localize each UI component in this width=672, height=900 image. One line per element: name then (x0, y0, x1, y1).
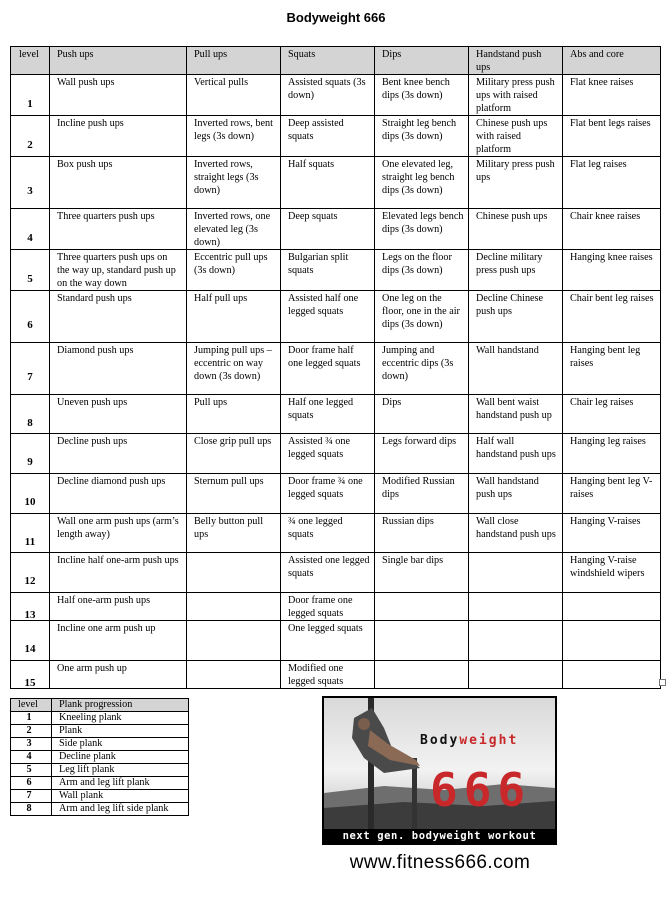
dips-cell: One leg on the floor, one in the air dips (3s down) (375, 291, 469, 343)
handstand-push-ups-cell: Chinese push ups with raised platform (469, 116, 563, 157)
pull-ups-cell: Sternum pull ups (187, 474, 281, 514)
push-ups-cell: Diamond push ups (50, 343, 187, 395)
level-number: 12 (24, 575, 36, 587)
level-cell (11, 474, 50, 514)
plank-row (11, 790, 189, 803)
pull-ups-cell: Inverted rows, bent legs (3s down) (187, 116, 281, 157)
table-header-row (11, 47, 661, 75)
pull-ups-cell (187, 593, 281, 621)
plank-level-cell: 8 (11, 803, 52, 816)
table-row (11, 209, 661, 250)
level-cell (11, 250, 50, 291)
pull-ups-cell (187, 621, 281, 661)
plank-row (11, 725, 189, 738)
plank-level-cell: 1 (11, 712, 52, 725)
squats-cell: Bulgarian split squats (281, 250, 375, 291)
squats-cell: Assisted ¾ one legged squats (281, 434, 375, 474)
dips-cell: Straight leg bench dips (3s down) (375, 116, 469, 157)
squats-cell: One legged squats (281, 621, 375, 661)
handstand-push-ups-cell: Military press push ups with raised platform (469, 75, 563, 116)
plank-name-cell: Arm and leg lift plank (52, 777, 189, 790)
dips-cell: Modified Russian dips (375, 474, 469, 514)
push-ups-cell: Wall push ups (50, 75, 187, 116)
level-number: 13 (24, 609, 36, 621)
abs-and-core-cell: Chair bent leg raises (563, 291, 661, 343)
table-row (11, 291, 661, 343)
plank-row (11, 764, 189, 777)
dips-cell: Elevated legs bench dips (3s down) (375, 209, 469, 250)
squats-cell: Half one legged squats (281, 395, 375, 434)
table-row (11, 75, 661, 116)
pull-ups-cell: Belly button pull ups (187, 514, 281, 553)
push-ups-cell: Incline push ups (50, 116, 187, 157)
level-number: 5 (27, 272, 33, 285)
dips-cell: Jumping and eccentric dips (3s down) (375, 343, 469, 395)
table-row (11, 395, 661, 434)
table-row (11, 593, 661, 621)
logo-tagline: next gen. bodyweight workout (342, 830, 537, 842)
abs-and-core-cell: Hanging V-raise windshield wipers (563, 553, 661, 593)
abs-and-core-cell: Flat leg raises (563, 157, 661, 209)
pull-ups-cell (187, 661, 281, 689)
level-cell (11, 593, 50, 621)
level-cell (11, 343, 50, 395)
pull-ups-cell: Inverted rows, one elevated leg (3s down) (187, 209, 281, 250)
squats-cell: Assisted one legged squats (281, 553, 375, 593)
handstand-push-ups-cell: Wall handstand (469, 343, 563, 395)
pull-ups-cell: Close grip pull ups (187, 434, 281, 474)
squats-cell: Deep squats (281, 209, 375, 250)
handstand-push-ups-cell: Half wall handstand push ups (469, 434, 563, 474)
push-ups-cell: Three quarters push ups on the way up, standard push up on the way down (50, 250, 187, 291)
table-row (11, 434, 661, 474)
push-ups-cell: Uneven push ups (50, 395, 187, 434)
handstand-push-ups-cell: Military press push ups (469, 157, 563, 209)
handstand-push-ups-cell (469, 553, 563, 593)
level-number: 11 (24, 535, 36, 548)
squats-cell: Modified one legged squats (281, 661, 375, 689)
pull-ups-cell: Jumping pull ups – eccentric on way down (3s down) (187, 343, 281, 395)
page-title: Bodyweight 666 (286, 10, 386, 25)
abs-and-core-cell (563, 593, 661, 621)
level-number: 15 (24, 677, 36, 689)
plank-row (11, 777, 189, 790)
pull-ups-cell (187, 553, 281, 593)
table-row (11, 474, 661, 514)
logo-wordmark: Bodyweight (420, 733, 519, 748)
squats-cell: Deep assisted squats (281, 116, 375, 157)
table-row (11, 116, 661, 157)
handstand-push-ups-cell: Wall bent waist handstand push up (469, 395, 563, 434)
push-ups-cell: Three quarters push ups (50, 209, 187, 250)
abs-and-core-cell: Hanging bent leg V-raises (563, 474, 661, 514)
dips-cell: Dips (375, 395, 469, 434)
header-squats: Squats (281, 47, 375, 75)
abs-and-core-cell: Hanging leg raises (563, 434, 661, 474)
push-ups-cell: Incline one arm push up (50, 621, 187, 661)
pull-ups-cell: Pull ups (187, 395, 281, 434)
level-number: 8 (27, 416, 33, 429)
bodyweight-666-logo (322, 696, 557, 845)
plank-name-cell: Decline plank (52, 751, 189, 764)
dips-cell: Legs on the floor dips (3s down) (375, 250, 469, 291)
dips-cell (375, 661, 469, 689)
handstand-push-ups-cell (469, 661, 563, 689)
header-push-ups: Push ups (50, 47, 187, 75)
handstand-push-ups-cell: Wall handstand push ups (469, 474, 563, 514)
plank-progression-table (10, 698, 189, 816)
level-cell (11, 621, 50, 661)
level-number: 7 (27, 371, 33, 383)
dips-cell: One elevated leg, straight leg bench dips (3s down) (375, 157, 469, 209)
abs-and-core-cell (563, 661, 661, 689)
level-number: 4 (27, 231, 33, 244)
plank-name-cell: Wall plank (52, 790, 189, 803)
pull-ups-cell: Vertical pulls (187, 75, 281, 116)
header-pull-ups: Pull ups (187, 47, 281, 75)
header-abs-and-core: Abs and core (563, 47, 661, 75)
level-cell (11, 661, 50, 689)
table-row (11, 621, 661, 661)
push-ups-cell: Decline push ups (50, 434, 187, 474)
handstand-push-ups-cell: Decline Chinese push ups (469, 291, 563, 343)
header-dips: Dips (375, 47, 469, 75)
website-url[interactable]: www.fitness666.com (349, 852, 531, 873)
push-ups-cell: Wall one arm push ups (arm’s length away) (50, 514, 187, 553)
level-number: 14 (24, 643, 36, 655)
squats-cell: Half squats (281, 157, 375, 209)
push-ups-cell: Incline half one-arm push ups (50, 553, 187, 593)
plank-name-cell: Side plank (52, 738, 189, 751)
plank-level-cell: 6 (11, 777, 52, 790)
exercise-progression-table (10, 46, 661, 689)
plank-name-cell: Kneeling plank (52, 712, 189, 725)
level-number: 3 (27, 185, 33, 197)
abs-and-core-cell: Chair leg raises (563, 395, 661, 434)
dips-cell (375, 621, 469, 661)
level-cell (11, 291, 50, 343)
handstand-push-ups-cell (469, 621, 563, 661)
plank-row (11, 738, 189, 751)
level-number: 6 (27, 319, 33, 331)
handstand-push-ups-cell (469, 593, 563, 621)
pull-ups-cell: Inverted rows, straight legs (3s down) (187, 157, 281, 209)
abs-and-core-cell: Hanging bent leg raises (563, 343, 661, 395)
plank-name-cell: Plank (52, 725, 189, 738)
plank-header-level: level (11, 699, 52, 712)
push-ups-cell: One arm push up (50, 661, 187, 689)
plank-header-progression: Plank progression (52, 699, 189, 712)
level-number: 9 (27, 456, 33, 468)
plank-level-cell: 4 (11, 751, 52, 764)
level-number: 2 (27, 138, 33, 151)
push-ups-cell: Standard push ups (50, 291, 187, 343)
abs-and-core-cell: Flat bent legs raises (563, 116, 661, 157)
table-row (11, 553, 661, 593)
dips-cell: Russian dips (375, 514, 469, 553)
plank-level-cell: 3 (11, 738, 52, 751)
plank-name-cell: Arm and leg lift side plank (52, 803, 189, 816)
level-cell (11, 553, 50, 593)
table-row (11, 661, 661, 689)
level-number: 10 (24, 496, 36, 508)
pull-ups-cell: Eccentric pull ups (3s down) (187, 250, 281, 291)
plank-level-cell: 2 (11, 725, 52, 738)
level-cell (11, 395, 50, 434)
dips-cell: Legs forward dips (375, 434, 469, 474)
level-cell (11, 75, 50, 116)
header-level: level (11, 47, 50, 75)
push-ups-cell: Decline diamond push ups (50, 474, 187, 514)
table-row (11, 514, 661, 553)
handstand-push-ups-cell: Decline military press push ups (469, 250, 563, 291)
push-ups-cell: Box push ups (50, 157, 187, 209)
logo-number: 666 (430, 763, 532, 817)
level-cell (11, 157, 50, 209)
plank-row (11, 712, 189, 725)
level-cell (11, 209, 50, 250)
table-row (11, 157, 661, 209)
plank-level-cell: 5 (11, 764, 52, 777)
squats-cell: ¾ one legged squats (281, 514, 375, 553)
plank-row (11, 751, 189, 764)
handstand-push-ups-cell: Wall close handstand push ups (469, 514, 563, 553)
table-row (11, 343, 661, 395)
plank-level-cell: 7 (11, 790, 52, 803)
push-ups-cell: Half one-arm push ups (50, 593, 187, 621)
header-handstand-push-ups: Handstand push ups (469, 47, 563, 75)
plank-name-cell: Leg lift plank (52, 764, 189, 777)
pull-ups-cell: Half pull ups (187, 291, 281, 343)
table-resize-handle[interactable] (659, 679, 666, 686)
level-number: 1 (27, 97, 33, 110)
abs-and-core-cell (563, 621, 661, 661)
squats-cell: Assisted half one legged squats (281, 291, 375, 343)
dips-cell: Bent knee bench dips (3s down) (375, 75, 469, 116)
squats-cell: Door frame half one legged squats (281, 343, 375, 395)
abs-and-core-cell: Hanging V-raises (563, 514, 661, 553)
abs-and-core-cell: Hanging knee raises (563, 250, 661, 291)
squats-cell: Door frame one legged squats (281, 593, 375, 621)
abs-and-core-cell: Chair knee raises (563, 209, 661, 250)
dips-cell: Single bar dips (375, 553, 469, 593)
plank-header-row (11, 699, 189, 712)
handstand-push-ups-cell: Chinese push ups (469, 209, 563, 250)
level-cell (11, 514, 50, 553)
squats-cell: Door frame ¾ one legged squats (281, 474, 375, 514)
table-row (11, 250, 661, 291)
abs-and-core-cell: Flat knee raises (563, 75, 661, 116)
level-cell (11, 116, 50, 157)
plank-row (11, 803, 189, 816)
squats-cell: Assisted squats (3s down) (281, 75, 375, 116)
level-cell (11, 434, 50, 474)
dips-cell (375, 593, 469, 621)
